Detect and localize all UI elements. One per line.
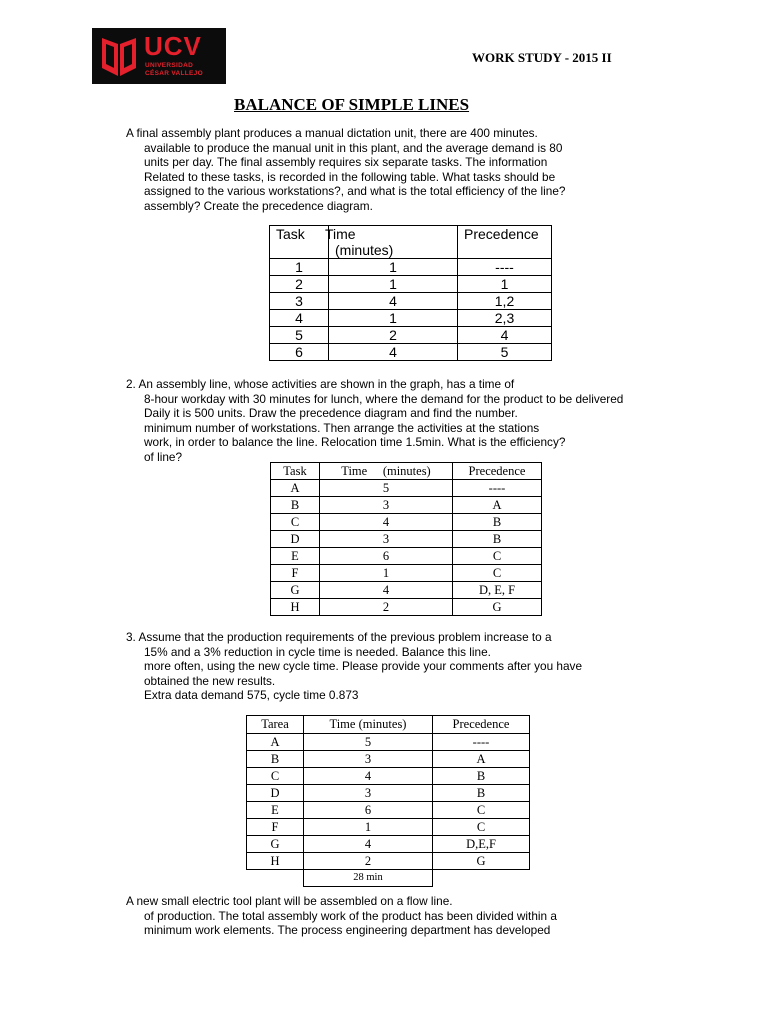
cell: 1 bbox=[329, 259, 458, 276]
cell: 1,2 bbox=[458, 293, 552, 310]
text-line: of production. The total assembly work of the product has been divided within a bbox=[144, 908, 557, 923]
cell: G bbox=[453, 599, 542, 616]
text-line: obtained the new results. bbox=[144, 673, 276, 688]
problem-4-text bbox=[126, 894, 557, 938]
table-row bbox=[270, 344, 552, 361]
cell: 6 bbox=[270, 344, 329, 361]
column-header: Precedence bbox=[453, 463, 542, 480]
text-line: more often, using the new cycle time. Please provide your comments after you have bbox=[144, 659, 583, 673]
cell: D bbox=[271, 531, 320, 548]
task-table-1 bbox=[269, 225, 552, 361]
table-row bbox=[270, 293, 552, 310]
table-row bbox=[247, 836, 530, 853]
cell: F bbox=[271, 565, 320, 582]
course-title: WORK STUDY - 2015 II bbox=[472, 50, 612, 65]
cell: C bbox=[433, 802, 530, 819]
cell: 3 bbox=[320, 531, 453, 548]
text-line: A new small electric tool plant will be assembled on a flow line. bbox=[126, 894, 453, 908]
table-row bbox=[271, 582, 542, 599]
cell: F bbox=[247, 819, 304, 836]
cell: ---- bbox=[433, 734, 530, 751]
cell: 2 bbox=[304, 853, 433, 870]
cell: 4 bbox=[320, 582, 453, 599]
text-line: 15% and a 3% reduction in cycle time is needed. Balance this line. bbox=[144, 644, 491, 659]
table-row bbox=[247, 768, 530, 785]
cell: B bbox=[453, 531, 542, 548]
text-line: 3. Assume that the production requirements of the previous problem increase to a bbox=[126, 630, 552, 644]
cell: 4 bbox=[304, 836, 433, 853]
text-line: 8-hour workday with 30 minutes for lunch, where the demand for the product to be delivered bbox=[144, 391, 624, 406]
table-row bbox=[270, 310, 552, 327]
table-row bbox=[247, 734, 530, 751]
cell: 3 bbox=[320, 497, 453, 514]
text-line: Related to these tasks, is recorded in the following table. What tasks should be bbox=[144, 169, 556, 184]
cell: G bbox=[271, 582, 320, 599]
cell: 4 bbox=[304, 768, 433, 785]
logo-subtext: CÉSAR VALLEJO bbox=[145, 70, 203, 77]
cell: 2 bbox=[329, 327, 458, 344]
text-line: work, in order to balance the line. Relocation time 1.5min. What is the efficiency? bbox=[144, 435, 566, 449]
cell: C bbox=[453, 565, 542, 582]
cell: A bbox=[453, 497, 542, 514]
cell: A bbox=[271, 480, 320, 497]
text-line: available to produce the manual unit in this plant, and the average demand is 80 bbox=[144, 140, 563, 155]
table-row bbox=[271, 565, 542, 582]
cell: E bbox=[271, 548, 320, 565]
empty-cell bbox=[433, 870, 530, 887]
text-line: assembly? Create the precedence diagram. bbox=[144, 198, 373, 213]
logo-text: UCV bbox=[144, 31, 202, 61]
column-header: Tarea bbox=[247, 716, 304, 734]
cell: H bbox=[247, 853, 304, 870]
text-line: minimum number of workstations. Then arrange the activities at the stations bbox=[144, 420, 540, 435]
cell: 4 bbox=[458, 327, 552, 344]
table-row bbox=[271, 514, 542, 531]
cell: 1 bbox=[270, 259, 329, 276]
cell: 5 bbox=[270, 327, 329, 344]
cell: B bbox=[433, 785, 530, 802]
cell: ---- bbox=[458, 259, 552, 276]
column-header: Task bbox=[270, 226, 329, 259]
table-row bbox=[270, 327, 552, 344]
cell: 5 bbox=[458, 344, 552, 361]
cell: B bbox=[271, 497, 320, 514]
cell: 3 bbox=[270, 293, 329, 310]
text-line: Daily it is 500 units. Draw the precedence diagram and find the number. bbox=[144, 406, 518, 420]
column-header: Precedence bbox=[458, 226, 552, 259]
cell: C bbox=[271, 514, 320, 531]
cell: 1 bbox=[329, 310, 458, 327]
task-table-3 bbox=[246, 715, 530, 887]
column-header bbox=[325, 226, 458, 259]
column-header: Time (minutes) bbox=[320, 463, 453, 480]
cell: G bbox=[247, 836, 304, 853]
cell: E bbox=[247, 802, 304, 819]
table-row bbox=[271, 497, 542, 514]
header-line: Time bbox=[325, 226, 356, 242]
cell: 1 bbox=[304, 819, 433, 836]
cell: 5 bbox=[304, 734, 433, 751]
cell: 4 bbox=[320, 514, 453, 531]
text-line: of line? bbox=[144, 449, 183, 464]
text-line: minimum work elements. The process engineering department has developed bbox=[144, 923, 551, 937]
cell: A bbox=[247, 734, 304, 751]
cell: C bbox=[433, 819, 530, 836]
cell: H bbox=[271, 599, 320, 616]
cell: 5 bbox=[320, 480, 453, 497]
cell: C bbox=[453, 548, 542, 565]
column-header: Time (minutes) bbox=[304, 716, 433, 734]
table-header-row bbox=[247, 716, 530, 734]
column-header: Precedence bbox=[433, 716, 530, 734]
cell: 2,3 bbox=[458, 310, 552, 327]
ucv-emblem-icon bbox=[100, 34, 138, 78]
text-line: A final assembly plant produces a manual dictation unit, there are 400 minutes. bbox=[126, 126, 538, 140]
problem-3-text bbox=[126, 630, 582, 703]
logo-subtext: UNIVERSIDAD bbox=[145, 62, 194, 69]
cell: C bbox=[247, 768, 304, 785]
cell: B bbox=[247, 751, 304, 768]
cell: 3 bbox=[304, 751, 433, 768]
cell: 6 bbox=[304, 802, 433, 819]
cell: D, E, F bbox=[453, 582, 542, 599]
total-cell: 28 min bbox=[304, 870, 433, 887]
table-row bbox=[247, 819, 530, 836]
cell: ---- bbox=[453, 480, 542, 497]
table-row bbox=[270, 276, 552, 293]
table-row bbox=[247, 751, 530, 768]
column-header: Task bbox=[271, 463, 320, 480]
cell: 6 bbox=[320, 548, 453, 565]
cell: D,E,F bbox=[433, 836, 530, 853]
text-line: units per day. The final assembly requires six separate tasks. The information bbox=[144, 155, 548, 169]
text-line: assigned to the various workstations?, and what is the total efficiency of the line? bbox=[144, 184, 566, 198]
table-row bbox=[271, 548, 542, 565]
problem-2-text bbox=[126, 377, 623, 464]
document-title: BALANCE OF SIMPLE LINES bbox=[234, 95, 470, 114]
cell: 3 bbox=[304, 785, 433, 802]
empty-cell bbox=[247, 870, 304, 887]
table-total-row bbox=[247, 870, 530, 887]
task-table-2 bbox=[270, 462, 542, 616]
cell: 4 bbox=[329, 344, 458, 361]
cell: A bbox=[433, 751, 530, 768]
cell: D bbox=[247, 785, 304, 802]
table-row bbox=[247, 853, 530, 870]
cell: B bbox=[453, 514, 542, 531]
cell: 2 bbox=[320, 599, 453, 616]
text-line: 2. An assembly line, whose activities are shown in the graph, has a time of bbox=[126, 377, 515, 391]
university-logo bbox=[92, 28, 226, 84]
problem-1-text bbox=[126, 126, 565, 213]
text-line: Extra data demand 575, cycle time 0.873 bbox=[144, 688, 359, 702]
cell: G bbox=[433, 853, 530, 870]
cell: 4 bbox=[329, 293, 458, 310]
cell: 1 bbox=[458, 276, 552, 293]
cell: 4 bbox=[270, 310, 329, 327]
table-row bbox=[247, 802, 530, 819]
cell: 1 bbox=[329, 276, 458, 293]
table-row bbox=[271, 599, 542, 616]
table-header-row bbox=[271, 463, 542, 480]
cell: B bbox=[433, 768, 530, 785]
cell: 1 bbox=[320, 565, 453, 582]
table-header-row bbox=[270, 226, 552, 259]
table-row bbox=[271, 480, 542, 497]
table-row bbox=[247, 785, 530, 802]
cell: 2 bbox=[270, 276, 329, 293]
table-row bbox=[270, 259, 552, 276]
header-line: (minutes) bbox=[335, 242, 394, 258]
table-row bbox=[271, 531, 542, 548]
